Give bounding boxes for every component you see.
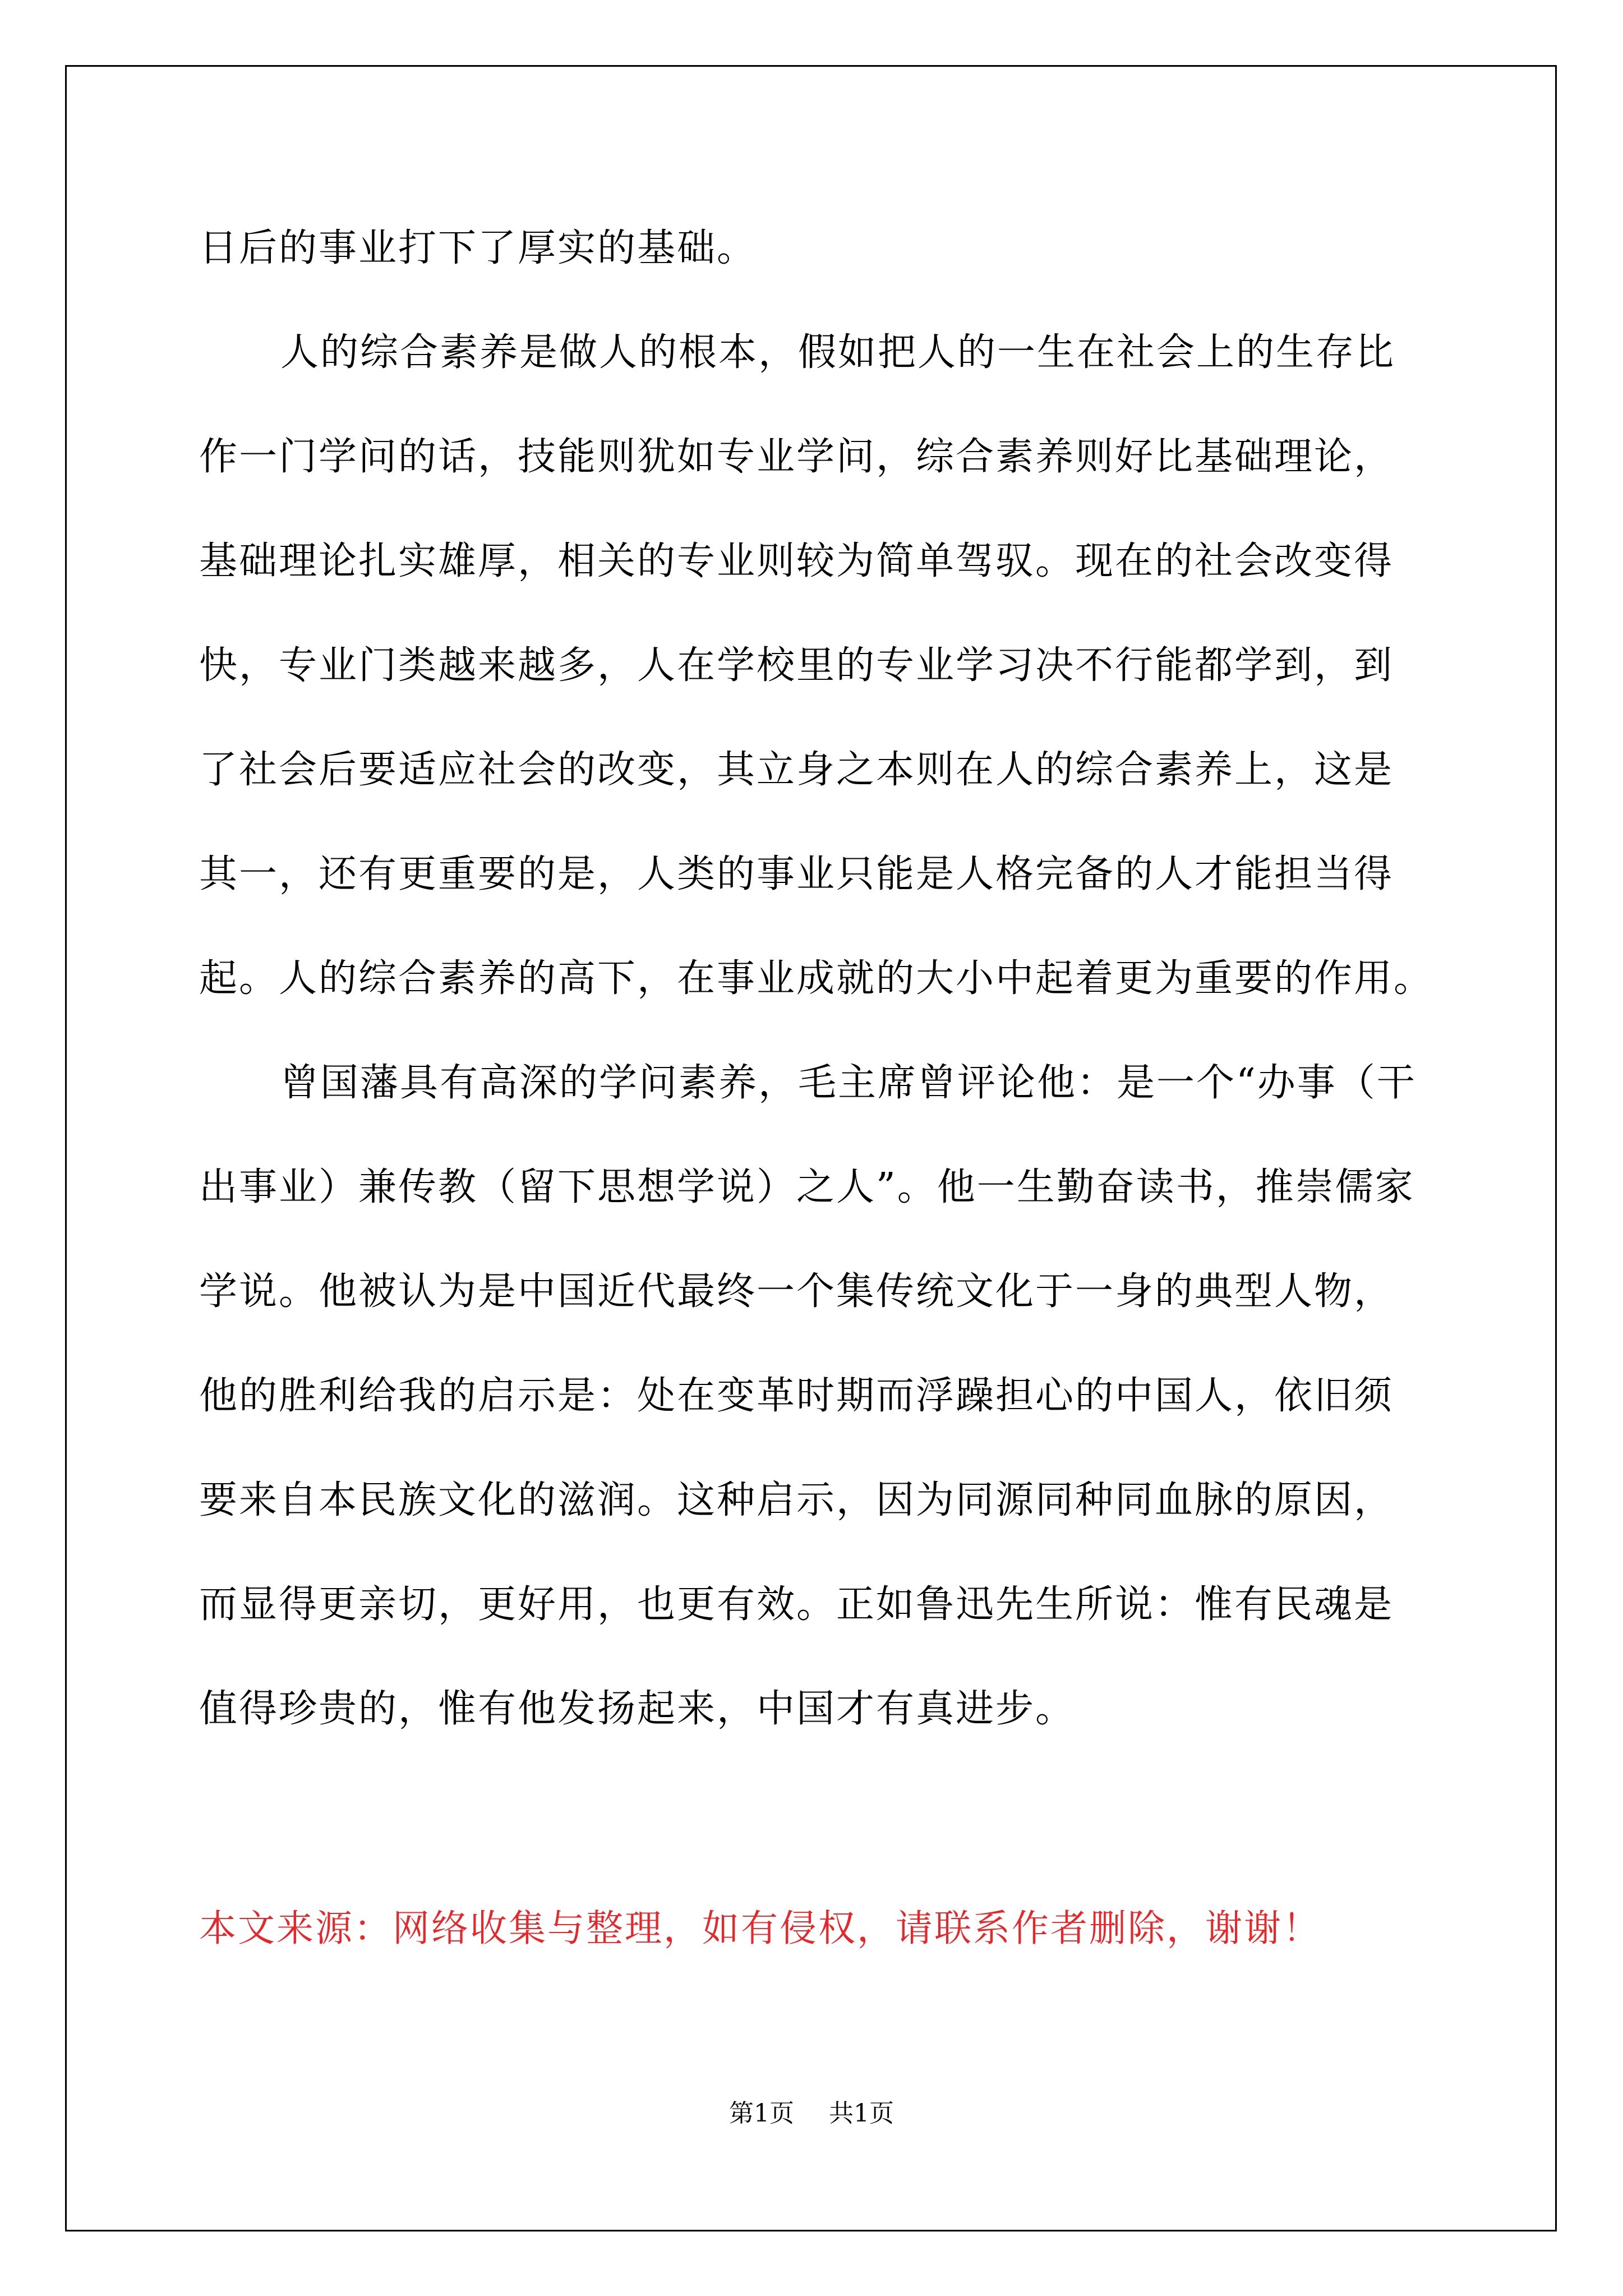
text-line: 出事业）兼传教（留下思想学说）之人”。他一生勤奋读书，推崇儒家: [199, 1165, 1415, 1209]
page-number: 第1页: [729, 2099, 794, 2128]
text-line: 起。人的综合素养的高下，在事业成就的大小中起着更为重要的作用。: [199, 956, 1434, 1001]
text-line: 学说。他被认为是中国近代最终一个集传统文化于一身的典型人物，: [199, 1269, 1394, 1314]
text-line: 曾国藩具有高深的学问素养，毛主席曾评论他：是一个“办事（干: [280, 1061, 1417, 1105]
text-line: 其一，还有更重要的是，人类的事业只能是人格完备的人才能担当得: [199, 852, 1394, 896]
page-footer: [0, 2097, 1623, 2131]
source-note: 本文来源：网络收集与整理，如有侵权，请联系作者删除，谢谢！: [199, 1907, 1321, 1950]
page-total: 共1页: [829, 2099, 894, 2128]
text-line: 了社会后要适应社会的改变，其立身之本则在人的综合素养上，这是: [199, 748, 1394, 792]
document-body: [199, 196, 1433, 1761]
text-line: 值得珍贵的，惟有他发扬起来，中国才有真进步。: [199, 1687, 1076, 1731]
text-line: 而显得更亲切，更好用，也更有效。正如鲁迅先生所说：惟有民魂是: [199, 1582, 1394, 1627]
text-line: 要来自本民族文化的滋润。这种启示，因为同源同种同血脉的原因，: [199, 1478, 1394, 1522]
text-line: 人的综合素养是做人的根本，假如把人的一生在社会上的生存比: [280, 330, 1396, 375]
text-line: 作一门学问的话，技能则犹如专业学问，综合素养则好比基础理论，: [199, 435, 1394, 479]
text-line: 基础理论扎实雄厚，相关的专业则较为简单驾驭。现在的社会改变得: [199, 539, 1394, 583]
text-line: 他的胜利给我的启示是：处在变革时期而浮躁担心的中国人，依旧须: [199, 1374, 1394, 1418]
text-line: 快，专业门类越来越多，人在学校里的专业学习决不行能都学到，到: [199, 643, 1394, 688]
text-line: 日后的事业打下了厚实的基础。: [199, 226, 757, 270]
